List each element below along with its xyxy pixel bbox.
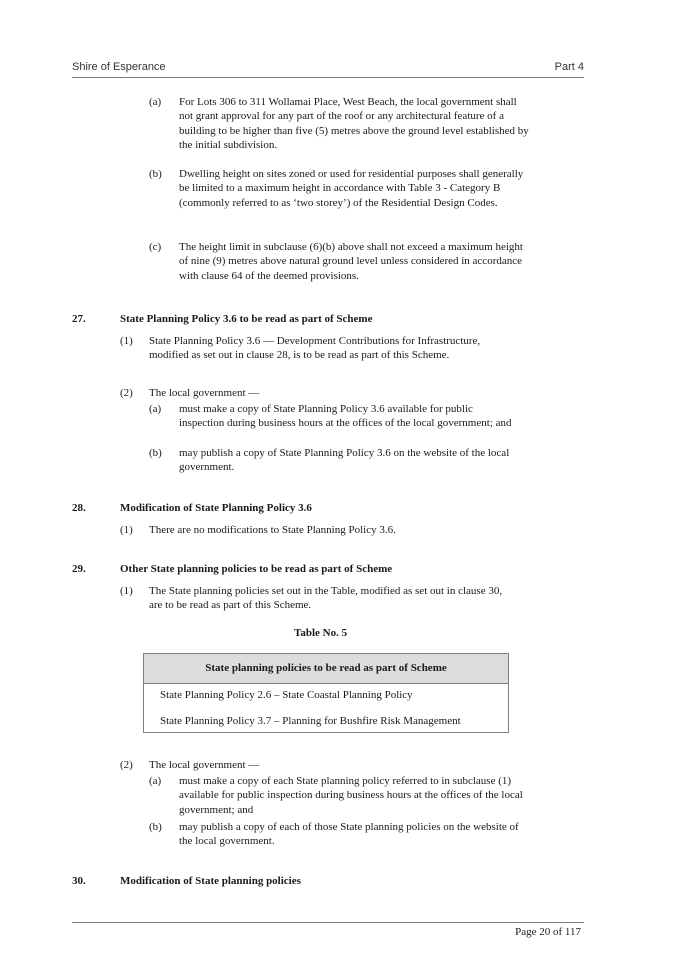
clause-27-number: 27. <box>72 313 86 325</box>
header-part-label: Part 4 <box>554 61 584 73</box>
table-title: Table No. 5 <box>294 627 348 639</box>
header-document-title: Shire of Esperance <box>72 61 166 73</box>
page-number: Page 20 of 117 <box>515 926 581 938</box>
clause-28-heading: Modification of State Planning Policy 3.6 <box>120 502 312 514</box>
item-text-a: For Lots 306 to 311 Wollamai Place, West Beach, the local government shall not grant approval for any part of the roof or any architectural feature of a building to be higher than five (5) metres above the ground level established by the initial subdivision. <box>179 96 529 152</box>
clause-29-sub2b-label: (b) <box>149 821 162 833</box>
clause-29-heading: Other State planning policies to be read as part of Scheme <box>120 563 393 575</box>
clause-29-sub2a-text: must make a copy of each State planning policy referred to in subclause (1) available for public inspection during business hours at the offices of the local government; and <box>179 775 523 816</box>
clause-27-sub2b-label: (b) <box>149 447 162 459</box>
clause-30-heading: Modification of State planning policies <box>120 875 301 887</box>
page-header <box>72 61 584 77</box>
clause-29-sub2-text: The local government — <box>149 759 260 771</box>
table-header: State planning policies to be read as part of Scheme <box>144 654 508 684</box>
clause-30-number: 30. <box>72 875 86 887</box>
item-text-c: The height limit in subclause (6)(b) above shall not exceed a maximum height of nine (9) metres above natural ground level unless considered in accordance with clause 64 of the deemed provisions. <box>179 241 523 282</box>
clause-27-sub1-text: State Planning Policy 3.6 — Development Contributions for Infrastructure, modified as set out in clause 28, is to be read as part of this Scheme. <box>149 335 481 362</box>
clause-29-sub2a-label: (a) <box>149 775 162 787</box>
clause-27-sub2a-text: must make a copy of State Planning Policy 3.6 available for public inspection during business hours at the offices of the local government; and <box>179 403 512 430</box>
policies-table <box>143 653 509 733</box>
item-label-c: (c) <box>149 241 162 253</box>
item-label-b: (b) <box>149 168 162 180</box>
item-label-a: (a) <box>149 96 162 108</box>
clause-29-number: 29. <box>72 563 86 575</box>
item-text-b: Dwelling height on sites zoned or used for residential purposes shall generally be limited to a maximum height in accordance with Table 3 - Category B (commonly referred to as ‘two storey’) of the Residential Design Codes. <box>179 168 524 209</box>
clause-28-sub1-label: (1) <box>120 524 133 536</box>
clause-27-sub2b-text: may publish a copy of State Planning Policy 3.6 on the website of the local government. <box>179 447 510 474</box>
header-divider <box>72 77 584 78</box>
clause-29-sub2-label: (2) <box>120 759 133 771</box>
footer-divider <box>72 922 584 923</box>
table-row: State Planning Policy 2.6 – State Coastal Planning Policy <box>160 689 413 701</box>
clause-27-heading: State Planning Policy 3.6 to be read as part of Scheme <box>120 313 373 325</box>
clause-27-sub1-label: (1) <box>120 335 133 347</box>
table-row: State Planning Policy 3.7 – Planning for Bushfire Risk Management <box>160 715 461 727</box>
clause-29-sub1-label: (1) <box>120 585 133 597</box>
clause-27-sub2-label: (2) <box>120 387 133 399</box>
clause-29-sub1-text: The State planning policies set out in the Table, modified as set out in clause 30, are to be read as part of this Scheme. <box>149 585 503 612</box>
clause-28-sub1-text: There are no modifications to State Planning Policy 3.6. <box>149 524 396 536</box>
clause-29-sub2b-text: may publish a copy of each of those State planning policies on the website of the local government. <box>179 821 519 848</box>
clause-27-sub2-text: The local government — <box>149 387 260 399</box>
clause-27-sub2a-label: (a) <box>149 403 162 415</box>
clause-28-number: 28. <box>72 502 86 514</box>
